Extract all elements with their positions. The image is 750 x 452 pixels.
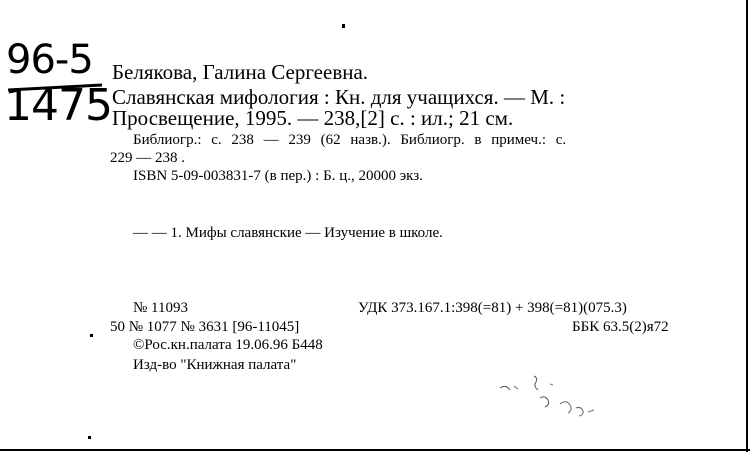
bibliography-note-line-2: 229 — 238 .: [110, 150, 185, 166]
udk-classification: УДК 373.167.1:398(=81) + 398(=81)(075.3): [358, 300, 627, 316]
handwritten-shelf-code-bottom: 1475: [4, 80, 112, 131]
bibliography-note-line-1: Библиогр.: с. 238 — 239 (62 назв.). Библиогр. в примеч.: с.: [133, 132, 567, 148]
subject-heading: — — 1. Мифы славянские — Изучение в школе.: [133, 225, 443, 241]
card-bottom-edge: [0, 449, 750, 451]
title-line-1: Славянская мифология : Кн. для учащихся. — М. :: [112, 85, 566, 109]
handwritten-shelf-code-top: 96-5: [6, 37, 93, 83]
registration-numbers: 50 № 1077 № 3631 [96-11045]: [110, 319, 300, 335]
title-line-2: Просвещение, 1995. — 238,[2] с. : ил.; 21 см.: [112, 106, 514, 130]
copyright-line: ©Рос.кн.палата 19.06.96 Б448: [133, 337, 323, 353]
ink-speck: [90, 334, 93, 337]
bbk-classification: ББК 63.5(2)я72: [572, 319, 669, 335]
author-heading: Белякова, Галина Сергеевна.: [112, 60, 369, 84]
ink-speck: [88, 436, 91, 439]
ink-speck: [342, 24, 345, 28]
faint-pencil-marks: [490, 368, 610, 428]
record-number: № 11093: [133, 300, 189, 316]
publisher-line: Изд-во "Книжная палата": [133, 357, 297, 373]
card-right-edge: [746, 0, 748, 452]
isbn-line: ISBN 5-09-003831-7 (в пер.) : Б. ц., 20000 экз.: [133, 168, 423, 184]
